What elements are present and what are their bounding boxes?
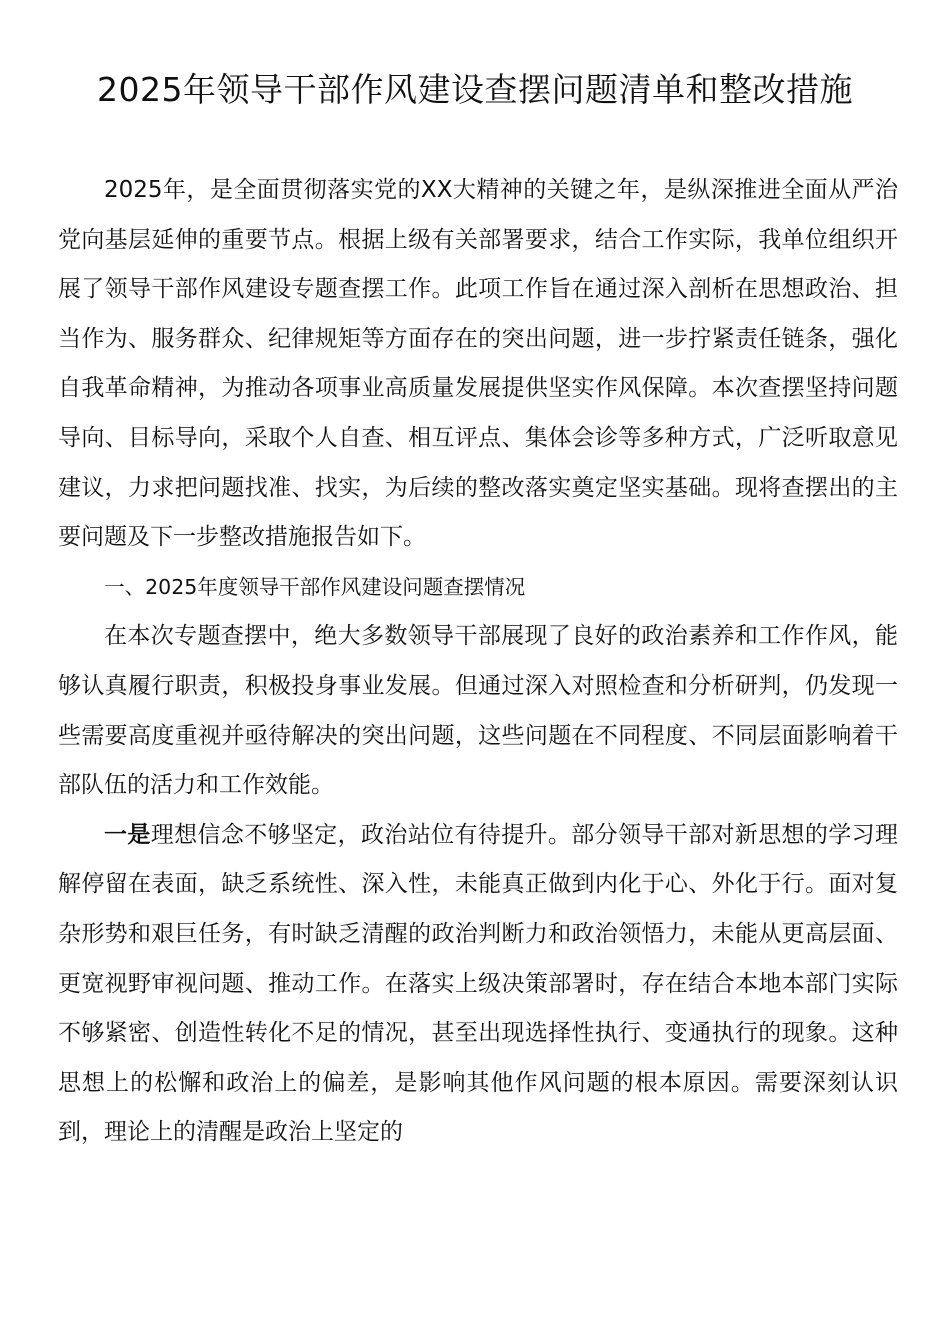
document-title: 2025年领导干部作风建设查摆问题清单和整改措施 xyxy=(97,70,853,109)
section-paragraph-1: 在本次专题查摆中，绝大多数领导干部展现了良好的政治素养和工作作风，能够认真履行职责，积极投身事业发展。但通过深入对照检查和分析研判，仍发现一些需要高度重视并亟待解决的突出问题，这些问题在不同程度、不同层面影响着干部队伍的活力和工作效能。 xyxy=(58,623,898,799)
point-paragraph-1 xyxy=(58,811,898,1158)
point-lead-1: 一是 xyxy=(104,821,151,848)
document-body xyxy=(58,166,898,1158)
intro-paragraph: 2025年，是全面贯彻落实党的XX大精神的关键之年，是纵深推进全面从严治党向基层延伸的重要节点。根据上级有关部署要求，结合工作实际，我单位组织开展了领导干部作风建设专题查摆工作。此项工作旨在通过深入剖析在思想政治、担当作为、服务群众、纪律规矩等方面存在的突出问题，进一步拧紧责任链条，强化自我革命精神，为推动各项事业高质量发展提供坚实作风保障。本次查摆坚持问题导向、目标导向，采取个人自查、相互评点、集体会诊等多种方式，广泛听取意见建议，力求把问题找准、找实，为后续的整改落实奠定坚实基础。现将查摆出的主要问题及下一步整改措施报告如下。 xyxy=(58,177,898,551)
section-heading-1: 一、2025年度领导干部作风建设问题查摆情况 xyxy=(104,574,526,599)
point-text-1: 理想信念不够坚定，政治站位有待提升。部分领导干部对新思想的学习理解停留在表面，缺乏系统性、深入性，未能真正做到内化于心、外化于行。面对复杂形势和艰巨任务，有时缺乏清醒的政治判断力和政治领悟力，未能从更高层面、更宽视野审视问题、推动工作。在落实上级决策部署时，存在结合本地本部门实际不够紧密、创造性转化不足的情况，甚至出现选择性执行、变通执行的现象。这种思想上的松懈和政治上的偏差，是影响其他作风问题的根本原因。需要深刻认识到，理论上的清醒是政治上坚定的 xyxy=(58,821,899,1146)
